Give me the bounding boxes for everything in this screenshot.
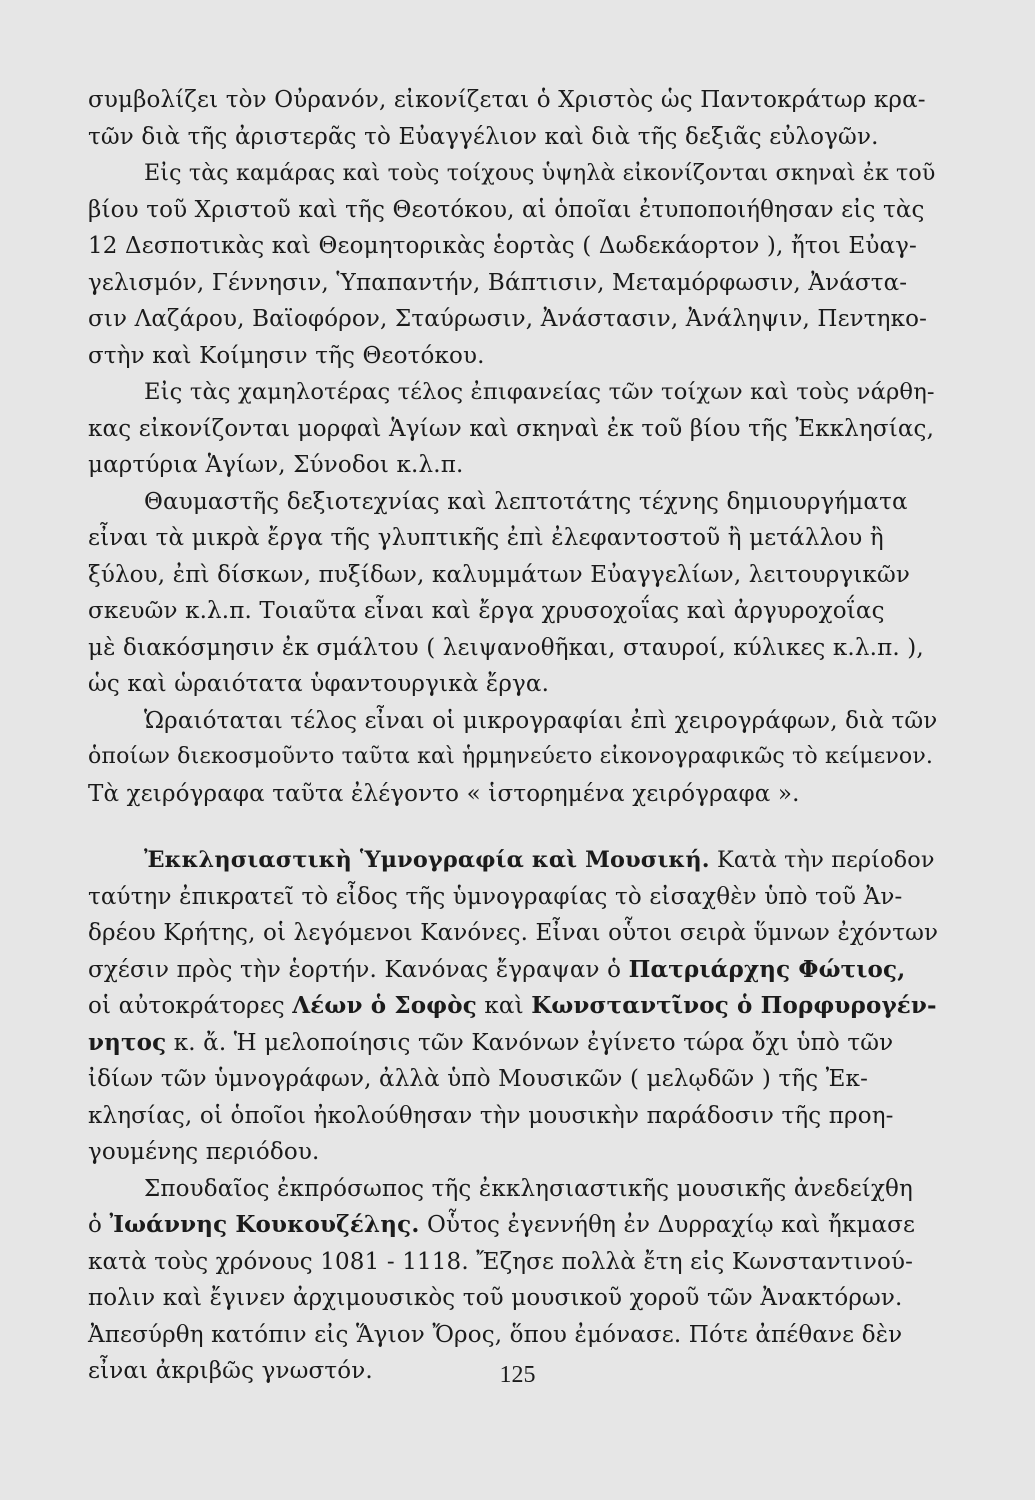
bold-term: Ἰωάννης Κουκουζέλης.	[109, 1211, 420, 1238]
text-line: στὴν καὶ Κοίμησιν τῆς Θεοτόκου.	[88, 342, 485, 369]
text-line: μαρτύρια Ἁγίων, Σύνοδοι κ.λ.π.	[88, 452, 464, 478]
text-line: ὁ Ἰωάννης Κουκουζέλης. Οὗτος ἐγεννήθη ἐν Δυρραχίῳ καὶ ἤκμασε	[88, 1211, 916, 1238]
paragraph	[88, 374, 938, 484]
section-koukouzelis	[88, 1171, 938, 1390]
page-number: 125	[499, 1362, 536, 1388]
text-line: οἱ αὐτοκράτορες Λέων ὁ Σοφὸς καὶ Κωνσταντῖνος ὁ Πορφυρογέν-	[88, 992, 937, 1019]
text-line: γελισμόν, Γέννησιν, Ὑπαπαντήν, Βάπτισιν, Μεταμόρφωσιν, Ἀνάστα-	[88, 269, 908, 296]
bold-term: Πατριάρχης Φώτιος,	[628, 955, 906, 983]
text-line: Θαυμαστῆς δεξιοτεχνίας καὶ λεπτοτάτης τέχνης δημιουργήματα	[144, 488, 908, 515]
text-line: νητος κ. ἄ. Ἡ μελοποίησις τῶν Κανόνων ἐγίνετο τώρα ὄχι ὑπὸ τῶν	[88, 1028, 894, 1056]
bold-term: Λέων ὁ Σοφὸς	[292, 992, 477, 1019]
text-line: βίου τοῦ Χριστοῦ καὶ τῆς Θεοτόκου, αἱ ὁποῖαι ἐτυποποιήθησαν εἰς τὰς	[88, 196, 925, 223]
text-line: ταύτην ἐπικρατεῖ τὸ εἶδος τῆς ὑμνογραφίας τὸ εἰσαχθὲν ὑπὸ τοῦ Ἀν-	[88, 883, 903, 910]
text-line: κατὰ τοὺς χρόνους 1081 - 1118. Ἔζησε πολλὰ ἔτη εἰς Κωνσταντινού-	[88, 1248, 913, 1275]
text-line: τῶν διὰ τῆς ἀριστερᾶς τὸ Εὐαγγέλιον καὶ διὰ τῆς δεξιᾶς εὐλογῶν.	[88, 123, 879, 150]
text-line: σιν Λαζάρου, Βαϊοφόρον, Σταύρωσιν, Ἀνάστασιν, Ἀνάληψιν, Πεντηκο-	[88, 306, 928, 332]
section-hymnography	[88, 842, 938, 1171]
text-line: Ὡραιόταται τέλος εἶναι οἱ μικρογραφίαι ἐπὶ χειρογράφων, διὰ τῶν	[144, 707, 938, 734]
text-line: συμβολίζει τὸν Οὐρανόν, εἰκονίζεται ὁ Χριστὸς ὡς Παντοκράτωρ κρα-	[88, 87, 926, 113]
bold-term: Κωνσταντῖνος ὁ Πορφυρογέν-	[531, 992, 937, 1019]
text-line: Σπουδαῖος ἐκπρόσωπος τῆς ἐκκλησιαστικῆς μουσικῆς ἀνεδείχθη	[144, 1175, 913, 1202]
page-body	[88, 82, 938, 1390]
text-line: σχέσιν πρὸς τὴν ἑορτήν. Κανόνας ἔγραψαν ὁ Πατριάρχης Φώτιος,	[88, 955, 906, 983]
text-line: γουμένης περιόδου.	[88, 1139, 320, 1165]
paragraph	[88, 703, 938, 813]
text-line: κας εἰκονίζονται μορφαὶ Ἁγίων καὶ σκηναὶ ἐκ τοῦ βίου τῆς Ἐκκλησίας,	[88, 415, 935, 442]
text-line: μὲ διακόσμησιν ἐκ σμάλτου ( λειψανοθῆκαι, σταυροί, κύλικες κ.λ.π. ),	[88, 634, 924, 661]
text-line: εἶναι ἀκριβῶς γνωστόν.	[88, 1358, 373, 1384]
text-line: εἶναι τὰ μικρὰ ἔργα τῆς γλυπτικῆς ἐπὶ ἐλεφαντοστοῦ ἢ μετάλλου ἢ	[88, 525, 884, 551]
text-line: κλησίας, οἱ ὁποῖοι ἠκολούθησαν τὴν μουσικὴν παράδοσιν τῆς προη-	[88, 1102, 894, 1129]
text-line: 12 Δεσποτικὰς καὶ Θεομητορικὰς ἑορτὰς ( Δωδεκάορτον ), ἤτοι Εὐαγ-	[88, 233, 917, 259]
text-line: Ἀπεσύρθη κατόπιν εἰς Ἅγιον Ὄρος, ὅπου ἐμόνασε. Πότε ἀπέθανε δὲν	[88, 1321, 903, 1348]
text-line: ἰδίων τῶν ὑμνογράφων, ἀλλὰ ὑπὸ Μουσικῶν ( μελῳδῶν ) τῆς Ἐκ-	[88, 1066, 869, 1092]
bold-term: Ἐκκλησιαστικὴ Ὑμνογραφία καὶ Μουσική.	[144, 847, 710, 873]
paragraph	[88, 155, 938, 374]
text-line: ὡς καὶ ὡραιότατα ὑφαντουργικὰ ἔργα.	[88, 671, 550, 697]
text-line: πολιν καὶ ἔγινεν ἀρχιμουσικὸς τοῦ μουσικοῦ χοροῦ τῶν Ἀνακτόρων.	[88, 1285, 903, 1311]
text-line: Τὰ χειρόγραφα ταῦτα ἐλέγοντο « ἱστορημένα χειρόγραφα ».	[88, 780, 800, 807]
text-line: ξύλου, ἐπὶ δίσκων, πυξίδων, καλυμμάτων Εὐαγγελίων, λειτουργικῶν	[88, 561, 910, 588]
section-gap	[88, 812, 938, 842]
text-line: Εἰς τὰς χαμηλοτέρας τέλος ἐπιφανείας τῶν τοίχων καὶ τοὺς νάρθη-	[144, 379, 935, 405]
paragraph	[88, 82, 938, 155]
bold-term: νητος	[88, 1028, 167, 1056]
text-line: σκευῶν κ.λ.π. Τοιαῦτα εἶναι καὶ ἔργα χρυσοχοΐας καὶ ἀργυροχοΐας	[88, 598, 885, 624]
text-line: Εἰς τὰς καμάρας καὶ τοὺς τοίχους ὑψηλὰ εἰκονίζονται σκηναὶ ἐκ τοῦ	[144, 160, 936, 186]
text-line: δρέου Κρήτης, οἱ λεγόμενοι Κανόνες. Εἶναι οὗτοι σειρὰ ὕμνων ἐχόντων	[88, 920, 939, 946]
text-line: Ἐκκλησιαστικὴ Ὑμνογραφία καὶ Μουσική. Κατὰ τὴν περίοδον	[144, 847, 935, 873]
text-line: ὁποίων διεκοσμοῦντο ταῦτα καὶ ἡρμηνεύετο εἰκονογραφικῶς τὸ κείμενον.	[88, 744, 934, 769]
paragraph	[88, 484, 938, 703]
